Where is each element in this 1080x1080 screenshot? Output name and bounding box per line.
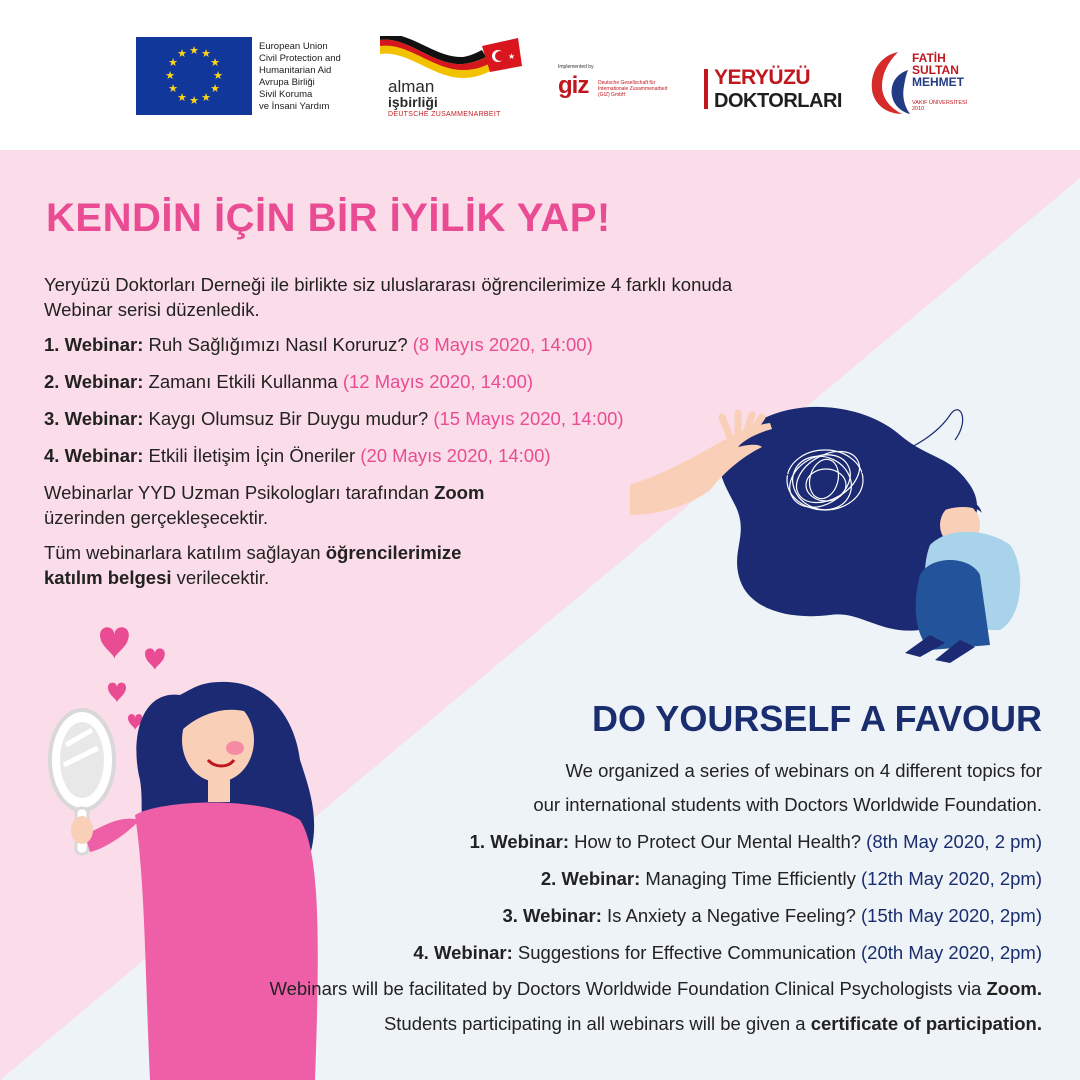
webinar-label: 4. Webinar: — [413, 942, 513, 963]
english-certificate-note — [384, 1012, 1042, 1036]
eu-logo-text — [259, 41, 369, 113]
webinar-label: 3. Webinar: — [502, 905, 602, 926]
fsm-sub-line: 2010 — [912, 106, 925, 112]
fsm-logo-sub — [912, 100, 967, 112]
english-intro-line1: We organized a series of webinars on 4 different topics for — [565, 760, 1042, 781]
eu-text-line: ve İnsani Yardım — [259, 101, 330, 112]
fsm-university-logo — [868, 48, 978, 118]
webinar-topic: Ruh Sağlığımızı Nasıl Koruruz? — [143, 334, 413, 355]
svg-text:★: ★ — [201, 47, 211, 60]
turkish-certificate-note — [44, 540, 461, 590]
alman-logo-sub: DEUTSCHE ZUSAMMENARBEIT — [388, 111, 501, 118]
webinar-topic: Kaygı Olumsuz Bir Duygu mudur? — [143, 408, 434, 429]
svg-text:★: ★ — [210, 56, 220, 69]
webinar-topic: Zamanı Etkili Kullanma — [143, 371, 343, 392]
zoom-note-bold: Zoom. — [986, 978, 1042, 999]
fsm-logo-name — [912, 52, 964, 88]
webinar-topic: Is Anxiety a Negative Feeling? — [601, 905, 862, 926]
eu-text-line: Avrupa Birliği — [259, 77, 315, 88]
webinar-date: (15 Mayıs 2020, 14:00) — [433, 408, 624, 429]
webinar-topic: Etkili İletişim İçin Öneriler — [143, 445, 361, 466]
webinar-label: 2. Webinar: — [540, 868, 641, 889]
alman-logo-word: alman — [388, 77, 435, 96]
svg-text:★: ★ — [189, 44, 199, 57]
svg-text:★: ★ — [210, 82, 220, 95]
svg-text:★: ★ — [168, 82, 178, 95]
cert-note-bold: katılım belgesi — [44, 567, 172, 588]
eu-text-line: Humanitarian Aid — [259, 65, 332, 76]
webinar-date: (12th May 2020, 2pm) — [861, 868, 1042, 889]
webinar-label: 3. Webinar: — [44, 408, 144, 429]
svg-text:★: ★ — [165, 69, 175, 82]
alman-logo-word2: işbirliği — [388, 94, 438, 110]
eu-text-line: Civil Protection and — [259, 53, 341, 64]
logo-header — [0, 0, 1080, 150]
mirror-woman-illustration — [30, 620, 350, 1080]
english-webinar-4 — [413, 941, 1042, 965]
yyd-logo-bar — [704, 69, 708, 109]
eu-flag-logo — [136, 37, 252, 115]
webinar-topic: Managing Time Efficiently — [640, 868, 862, 889]
svg-text:★: ★ — [177, 91, 187, 104]
webinar-label: 1. Webinar: — [44, 334, 144, 355]
svg-text:★: ★ — [201, 91, 211, 104]
webinar-date: (20 Mayıs 2020, 14:00) — [360, 445, 551, 466]
webinar-date: (12 Mayıs 2020, 14:00) — [342, 371, 534, 392]
turkish-webinar-1 — [44, 332, 593, 357]
webinar-label: 2. Webinar: — [44, 371, 144, 392]
fsm-sub-line: VAKIF ÜNİVERSİTESİ — [912, 100, 968, 106]
cert-note-bold: certificate of participation. — [810, 1013, 1042, 1034]
fsm-line: SULTAN — [912, 63, 959, 77]
eu-text-line: Sivil Koruma — [259, 89, 313, 100]
turkish-title: KENDİN İÇİN BİR İYİLİK YAP! — [46, 196, 611, 240]
giz-wordmark: giz — [558, 72, 589, 99]
webinar-label: 1. Webinar: — [469, 831, 569, 852]
svg-text:★: ★ — [213, 69, 223, 82]
turkish-intro — [44, 272, 732, 322]
turkish-webinar-3 — [44, 406, 624, 431]
turkish-zoom-note — [44, 480, 484, 530]
giz-implemented-by: Implemented by — [558, 64, 594, 70]
english-webinar-2 — [541, 867, 1042, 891]
zoom-note-text: Webinarlar YYD Uzman Psikologları tarafından — [44, 482, 435, 503]
turkish-webinar-2 — [44, 369, 533, 394]
fsm-line: MEHMET — [912, 75, 964, 89]
alman-isbirligi-logo — [378, 36, 523, 120]
english-intro-line2: our international students with Doctors Worldwide Foundation. — [533, 794, 1042, 815]
yyd-logo-line2: DOKTORLARI — [714, 90, 842, 112]
zoom-note-text: Webinars will be facilitated by Doctors Worldwide Foundation Clinical Psychologists via — [269, 978, 987, 999]
webinar-topic: How to Protect Our Mental Health? — [569, 831, 867, 852]
cert-note-text: verilecektir. — [171, 567, 270, 588]
giz-description: Deutsche Gesellschaft für Internationale Zusammenarbeit (GIZ) GmbH — [598, 80, 668, 98]
svg-text:★: ★ — [508, 52, 516, 61]
webinar-date: (8 Mayıs 2020, 14:00) — [412, 334, 593, 355]
cert-note-text: Tüm webinarlara katılım sağlayan — [44, 542, 326, 563]
svg-text:★: ★ — [168, 56, 178, 69]
english-webinar-1 — [470, 830, 1042, 854]
cert-note-bold: öğrencilerimize — [325, 542, 462, 563]
turkish-webinar-4 — [44, 443, 551, 468]
webinar-date: (20th May 2020, 2pm) — [861, 942, 1042, 963]
eu-text-line: European Union — [259, 41, 328, 52]
anxiety-illustration — [630, 395, 1050, 680]
giz-logo — [558, 64, 678, 108]
webinar-label: 4. Webinar: — [44, 445, 144, 466]
cert-note-text: Students participating in all webinars will be given a — [383, 1013, 811, 1034]
webinar-date: (15th May 2020, 2pm) — [861, 905, 1042, 926]
svg-text:★: ★ — [177, 47, 187, 60]
webinar-date: (8th May 2020, 2 pm) — [866, 831, 1042, 852]
english-webinar-3 — [502, 904, 1042, 928]
turkish-intro-line: Yeryüzü Doktorları Derneği ile birlikte siz uluslararası öğrencilerimize 4 farklı konuda — [44, 274, 733, 295]
turkish-intro-line: Webinar serisi düzenledik. — [44, 299, 260, 320]
fsm-line: FATİH — [912, 51, 946, 65]
english-title: DO YOURSELF A FAVOUR — [591, 698, 1042, 739]
zoom-note-text: üzerinden gerçekleşecektir. — [44, 507, 269, 528]
zoom-note-bold: Zoom — [434, 482, 485, 503]
yyd-logo-line1: YERYÜZÜ — [714, 66, 811, 89]
svg-text:★: ★ — [189, 94, 199, 107]
webinar-topic: Suggestions for Effective Communication — [512, 942, 862, 963]
english-zoom-note — [269, 977, 1042, 1001]
